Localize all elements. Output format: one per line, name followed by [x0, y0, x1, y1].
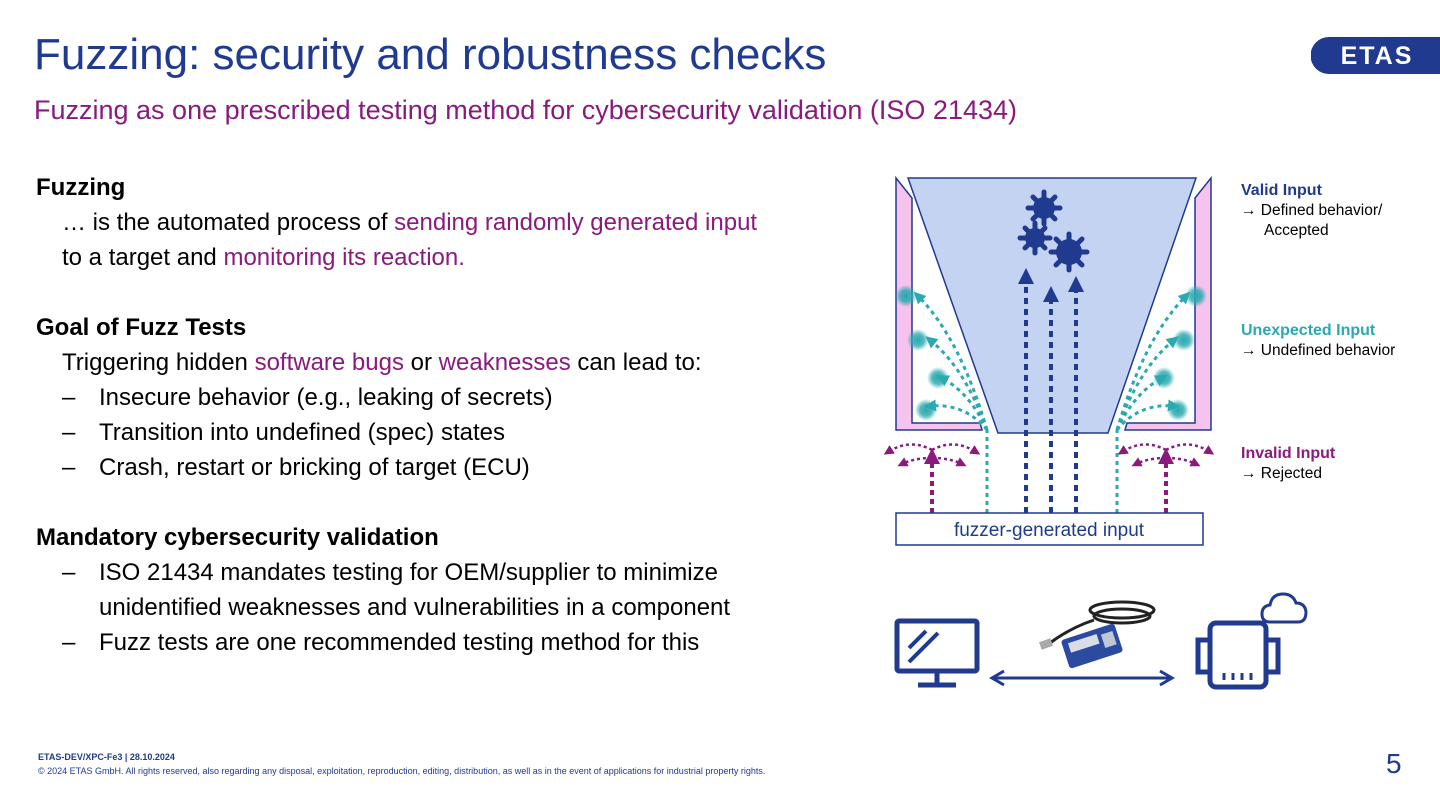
slide-body: [36, 170, 846, 660]
fuzzing-heading: Fuzzing: [36, 174, 126, 201]
interface-device-icon: [1039, 602, 1154, 669]
legend-invalid-title: Invalid Input: [1241, 445, 1336, 462]
mandatory-heading: Mandatory cybersecurity validation: [36, 524, 439, 551]
legend-valid-desc-2: Accepted: [1264, 222, 1329, 239]
highlight-weaknesses: weaknesses: [438, 349, 571, 376]
goal-item: – Insecure behavior (e.g., leaking of secrets): [62, 384, 553, 411]
monitor-icon: [897, 621, 977, 685]
legend-unexpected-desc: → Undefined behavior: [1241, 342, 1396, 359]
legend-valid-desc: → Defined behavior/: [1241, 202, 1383, 219]
ecu-icon: [1198, 623, 1278, 687]
gear-icon: [1051, 234, 1087, 270]
goal-item: – Transition into undefined (spec) states: [62, 419, 505, 446]
cloud-icon: [1262, 594, 1306, 622]
highlight-random-input: sending randomly generated input: [394, 209, 758, 236]
mandatory-item: – ISO 21434 mandates testing for OEM/supplier to minimize: [62, 559, 718, 586]
footer-copyright: © 2024 ETAS GmbH. All rights reserved, also regarding any disposal, exploitation, reproduction, editing, distribution, as well as in the event of applications for industrial property rights.: [38, 766, 766, 776]
fuzzer-input-label: fuzzer-generated input: [953, 520, 1145, 541]
highlight-monitoring: monitoring its reaction.: [223, 244, 465, 271]
slide-title: Fuzzing: security and robustness checks: [34, 30, 827, 79]
highlight-software-bugs: software bugs: [254, 349, 404, 376]
legend-valid-title: Valid Input: [1241, 182, 1322, 199]
gear-icon: [1020, 223, 1050, 253]
legend-invalid-desc: → Rejected: [1241, 465, 1322, 482]
footer-document-code: ETAS-DEV/XPC-Fe3 | 28.10.2024: [38, 752, 175, 762]
slide-subtitle: Fuzzing as one prescribed testing method for cybersecurity validation (ISO 21434): [34, 95, 1017, 125]
fuzzing-line-1: … is the automated process of sending randomly generated input: [62, 209, 758, 236]
mandatory-item: – Fuzz tests are one recommended testing method for this: [62, 629, 700, 656]
logo-text: ETAS: [1340, 42, 1414, 70]
fuzzing-line-2: to a target and monitoring its reaction.: [62, 244, 465, 271]
legend-unexpected-title: Unexpected Input: [1241, 322, 1376, 339]
etas-logo: [1311, 37, 1440, 74]
mandatory-item-continuation: unidentified weaknesses and vulnerabilities in a component: [99, 594, 731, 621]
goal-heading: Goal of Fuzz Tests: [36, 314, 247, 341]
fuzzing-funnel-diagram: [880, 168, 1425, 708]
goal-item: – Crash, restart or bricking of target (ECU): [62, 454, 530, 481]
page-number: 5: [1386, 748, 1402, 779]
goal-intro: Triggering hidden software bugs or weaknesses can lead to:: [62, 349, 702, 376]
gear-icon: [1028, 192, 1060, 224]
